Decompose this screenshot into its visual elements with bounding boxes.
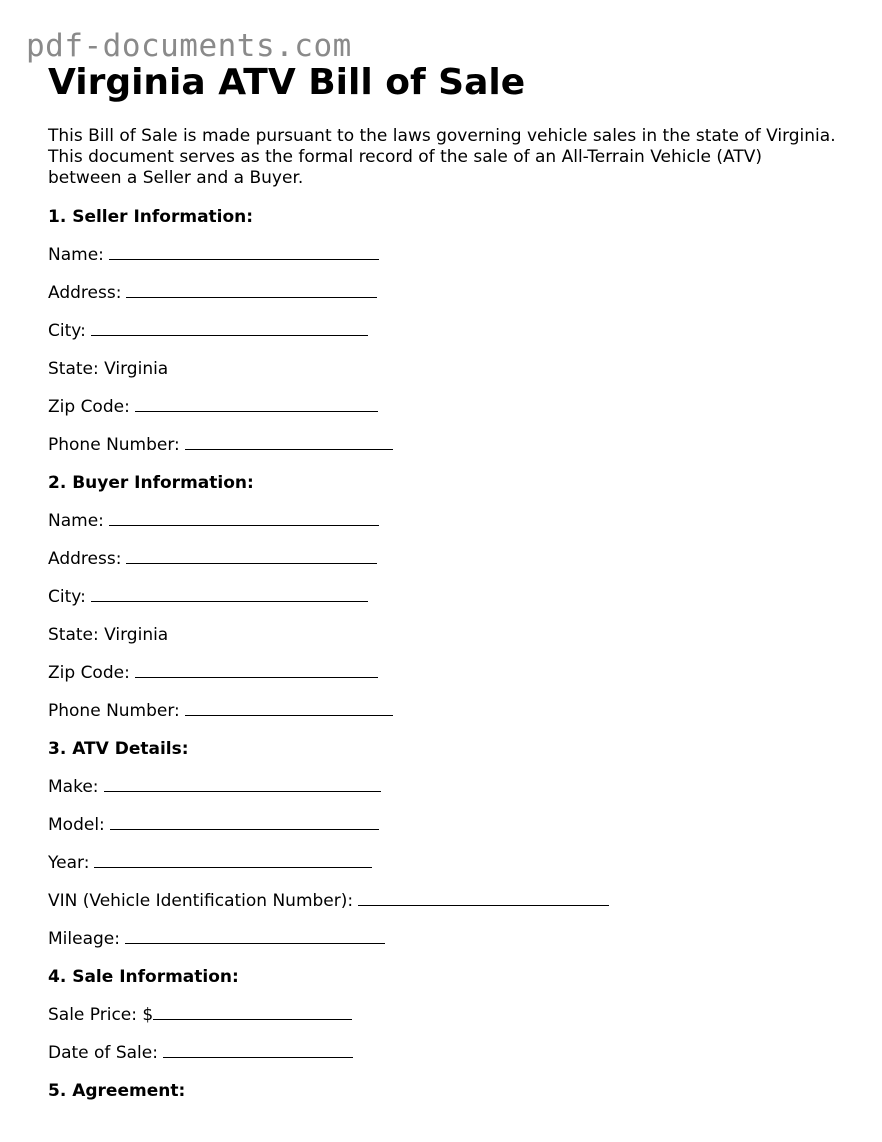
- buyer-state-label: State: Virginia: [48, 625, 169, 645]
- buyer-section-heading: 2. Buyer Information:: [48, 473, 254, 493]
- atv-model-input[interactable]: [110, 815, 379, 830]
- seller-zip-field: [48, 388, 848, 426]
- atv-section-heading: 3. ATV Details:: [48, 739, 189, 759]
- form-body: [48, 198, 848, 1110]
- seller-address-label: Address:: [48, 283, 122, 303]
- document-title: Virginia ATV Bill of Sale: [48, 62, 526, 103]
- buyer-address-field: [48, 540, 848, 578]
- sale-price-label: Sale Price: $: [48, 1005, 154, 1025]
- seller-name-input[interactable]: [109, 245, 379, 260]
- atv-vin-input[interactable]: [358, 891, 609, 906]
- atv-mileage-label: Mileage:: [48, 929, 120, 949]
- seller-phone-input[interactable]: [185, 435, 393, 450]
- atv-vin-field: [48, 882, 848, 920]
- seller-city-input[interactable]: [91, 321, 368, 336]
- atv-mileage-field: [48, 920, 848, 958]
- buyer-city-input[interactable]: [91, 587, 368, 602]
- sale-price-field: [48, 996, 848, 1034]
- atv-make-input[interactable]: [104, 777, 381, 792]
- buyer-name-field: [48, 502, 848, 540]
- agreement-section-heading: 5. Agreement:: [48, 1081, 186, 1101]
- sale-date-label: Date of Sale:: [48, 1043, 158, 1063]
- seller-zip-input[interactable]: [135, 397, 378, 412]
- atv-model-label: Model:: [48, 815, 105, 835]
- sale-date-input[interactable]: [163, 1043, 353, 1058]
- seller-name-field: [48, 236, 848, 274]
- atv-model-field: [48, 806, 848, 844]
- seller-phone-label: Phone Number:: [48, 435, 180, 455]
- seller-phone-field: [48, 426, 848, 464]
- buyer-zip-field: [48, 654, 848, 692]
- atv-mileage-input[interactable]: [125, 929, 385, 944]
- watermark-text: pdf-documents.com: [26, 28, 352, 64]
- buyer-zip-label: Zip Code:: [48, 663, 130, 683]
- atv-make-field: [48, 768, 848, 806]
- buyer-city-field: [48, 578, 848, 616]
- intro-paragraph: This Bill of Sale is made pursuant to the laws governing vehicle sales in the state of Virginia. This document serves as the formal record of the sale of an All-Terrain Vehicle (ATV) between a Seller and a Buyer.: [48, 126, 836, 188]
- buyer-state-field: [48, 616, 848, 654]
- buyer-city-label: City:: [48, 587, 86, 607]
- atv-make-label: Make:: [48, 777, 99, 797]
- buyer-phone-field: [48, 692, 848, 730]
- buyer-phone-label: Phone Number:: [48, 701, 180, 721]
- atv-vin-label: VIN (Vehicle Identification Number):: [48, 891, 354, 911]
- atv-year-field: [48, 844, 848, 882]
- seller-state-label: State: Virginia: [48, 359, 169, 379]
- buyer-phone-input[interactable]: [185, 701, 393, 716]
- buyer-zip-input[interactable]: [135, 663, 378, 678]
- atv-year-label: Year:: [48, 853, 90, 873]
- sale-section-heading: 4. Sale Information:: [48, 967, 239, 987]
- buyer-address-input[interactable]: [126, 549, 377, 564]
- sale-date-field: [48, 1034, 848, 1072]
- seller-section-heading: 1. Seller Information:: [48, 207, 254, 227]
- sale-price-input[interactable]: [153, 1005, 352, 1020]
- seller-city-label: City:: [48, 321, 86, 341]
- seller-address-field: [48, 274, 848, 312]
- seller-address-input[interactable]: [126, 283, 377, 298]
- buyer-name-label: Name:: [48, 511, 104, 531]
- buyer-name-input[interactable]: [109, 511, 379, 526]
- atv-year-input[interactable]: [94, 853, 372, 868]
- seller-name-label: Name:: [48, 245, 104, 265]
- seller-state-field: [48, 350, 848, 388]
- seller-city-field: [48, 312, 848, 350]
- buyer-address-label: Address:: [48, 549, 122, 569]
- seller-zip-label: Zip Code:: [48, 397, 130, 417]
